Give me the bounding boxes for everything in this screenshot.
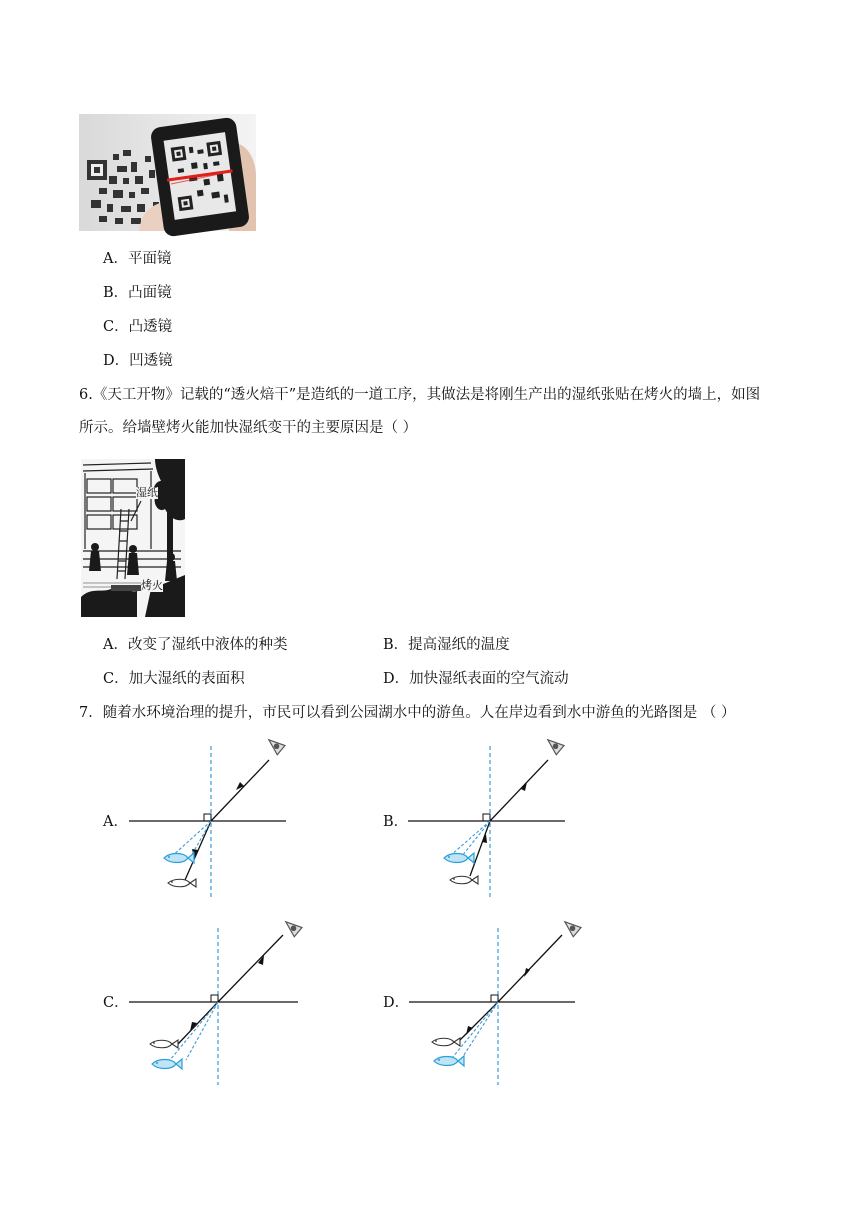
q6-stem-line1: 6.《天工开物》记载的“透火焙干”是造纸的一道工序，其做法是将刚生产出的湿纸张贴在烤火的墙上，如图 [79,387,761,403]
q5-option-c: C．凸透镜 [103,319,173,335]
q7-diagram-b-label: B． [383,814,409,830]
q7-diagram-c-label: C． [103,995,129,1011]
q6-option-a: A．改变了湿纸中液体的种类 [103,637,288,653]
q7-stem: 7．随着水环境治理的提升，市民可以看到公园湖水中的游鱼。人在岸边看到水中游鱼的光路图是 （ ） [79,705,736,721]
q7-diagram-a-label: A． [103,814,128,830]
fish-icon-d [432,1038,460,1046]
q6-option-b: B．提高湿纸的温度 [383,637,510,653]
label-wet-paper: 湿纸 [136,486,158,499]
q6-option-c: C．加大湿纸的表面积 [103,671,245,687]
fish-image-icon-d [434,1056,464,1066]
q7-diagram-d-label: D． [383,995,410,1011]
q5-option-a: A．平面镜 [103,251,172,267]
q5-option-b: B．凸面镜 [103,285,172,301]
q5-option-d: D．凹透镜 [103,353,173,369]
label-fire: 烤火 [141,579,163,592]
q6-option-d: D．加快湿纸表面的空气流动 [383,671,569,687]
q6-stem-line2: 所示。给墙壁烤火能加快湿纸变干的主要原因是（ ） [79,420,418,436]
